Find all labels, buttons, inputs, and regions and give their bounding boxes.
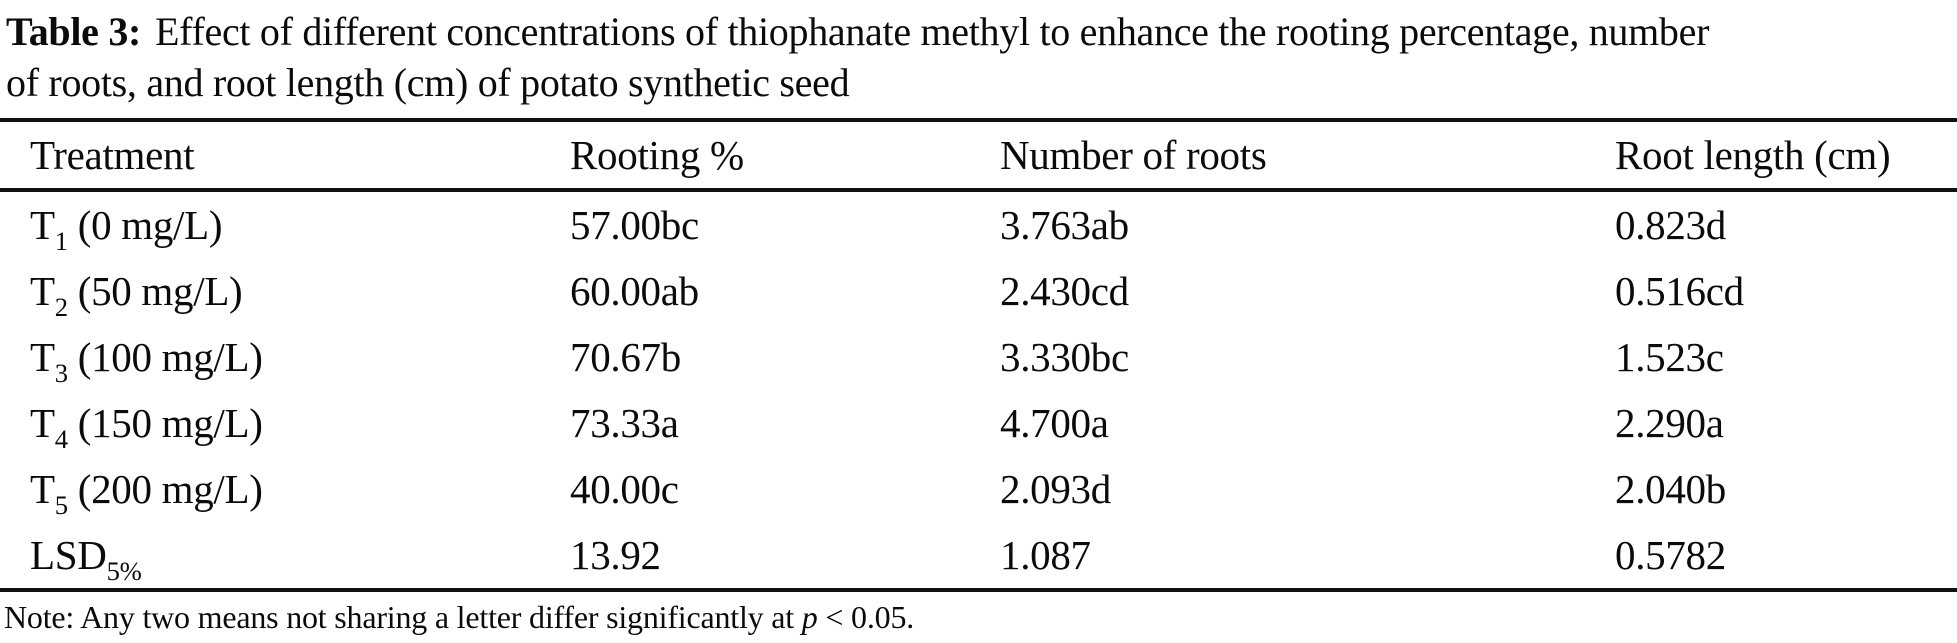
header-root-length: Root length (cm): [1615, 132, 1891, 178]
rooting-value: 70.67b: [570, 334, 681, 380]
treatment-subscript: 1: [54, 226, 68, 257]
treatment-detail: (200 mg/L): [67, 466, 263, 512]
table-header-row: [0, 122, 1957, 192]
table-row: [0, 456, 1957, 522]
header-treatment: Treatment: [30, 132, 195, 178]
length-value: 2.290a: [1615, 400, 1724, 446]
treatment-cell: [0, 399, 570, 455]
lsd-symbol: LSD: [30, 532, 107, 578]
note-prefix: Note: Any two means not sharing a letter differ significantly at: [4, 599, 802, 635]
caption-label: Table 3:: [6, 9, 142, 54]
header-rooting: Rooting %: [570, 132, 744, 178]
treatment-symbol: T: [30, 334, 55, 380]
treatment-symbol: T: [30, 202, 55, 248]
length-value: 0.823d: [1615, 202, 1726, 248]
treatment-detail: (50 mg/L): [67, 268, 243, 314]
rooting-value: 40.00c: [570, 466, 679, 512]
table-row: [0, 390, 1957, 456]
treatment-symbol: T: [30, 466, 55, 512]
header-number-of-roots: Number of roots: [1000, 132, 1267, 178]
length-value: 0.5782: [1615, 532, 1726, 578]
roots-value: 1.087: [1000, 532, 1091, 578]
data-table: [0, 118, 1957, 592]
treatment-detail: (0 mg/L): [67, 202, 223, 248]
treatment-detail: (150 mg/L): [67, 400, 263, 446]
treatment-symbol: T: [30, 268, 55, 314]
roots-value: 2.430cd: [1000, 268, 1129, 314]
table-caption: [0, 0, 1957, 108]
lsd-subscript: 5%: [106, 556, 142, 587]
length-value: 0.516cd: [1615, 268, 1744, 314]
treatment-symbol: T: [30, 400, 55, 446]
lsd-cell: [0, 531, 570, 587]
treatment-cell: [0, 267, 570, 323]
table-row-lsd: [0, 522, 1957, 588]
roots-value: 3.330bc: [1000, 334, 1129, 380]
rooting-value: 60.00ab: [570, 268, 699, 314]
roots-value: 2.093d: [1000, 466, 1111, 512]
roots-value: 4.700a: [1000, 400, 1109, 446]
table-note: [0, 599, 1957, 636]
treatment-subscript: 5: [54, 490, 68, 521]
table-row: [0, 258, 1957, 324]
note-suffix: < 0.05.: [817, 599, 915, 635]
rooting-value: 13.92: [570, 532, 661, 578]
table-row: [0, 192, 1957, 258]
length-value: 1.523c: [1615, 334, 1724, 380]
rooting-value: 57.00bc: [570, 202, 699, 248]
caption-line2: of roots, and root length (cm) of potato synthetic seed: [6, 60, 850, 105]
treatment-subscript: 4: [54, 424, 68, 455]
roots-value: 3.763ab: [1000, 202, 1129, 248]
note-p-symbol: p: [801, 599, 818, 635]
treatment-cell: [0, 333, 570, 389]
length-value: 2.040b: [1615, 466, 1726, 512]
rooting-value: 73.33a: [570, 400, 679, 446]
table-row: [0, 324, 1957, 390]
treatment-subscript: 3: [54, 358, 68, 389]
treatment-cell: [0, 201, 570, 257]
treatment-subscript: 2: [54, 292, 68, 323]
treatment-cell: [0, 465, 570, 521]
treatment-detail: (100 mg/L): [67, 334, 263, 380]
caption-line1: Effect of different concentrations of thiophanate methyl to enhance the rooting percentage, number: [155, 9, 1710, 54]
